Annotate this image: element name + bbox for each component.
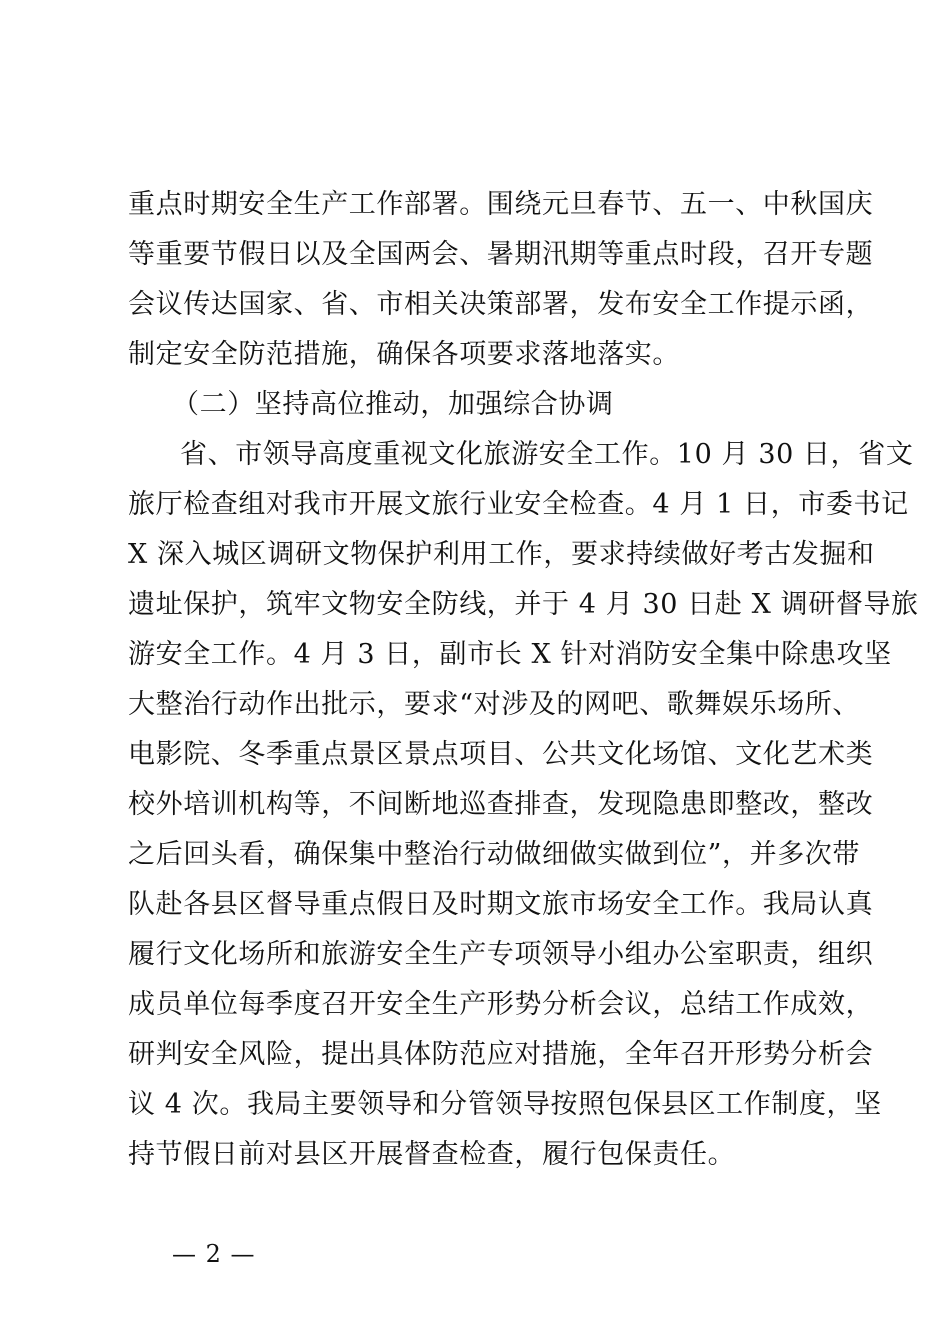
paragraph-2-line: 旅厅检查组对我市开展文旅行业安全检查。4 月 1 日，市委书记 — [128, 489, 909, 520]
paragraph-1-line: 等重要节假日以及全国两会、暑期汛期等重点时段，召开专题 — [128, 239, 874, 270]
paragraph-2-line: 研判安全风险，提出具体防范应对措施，全年召开形势分析会 — [128, 1039, 874, 1070]
page-number: — 2 — — [172, 1240, 256, 1268]
paragraph-2-line: 议 4 次。我局主要领导和分管领导按照包保县区工作制度，坚 — [128, 1089, 882, 1120]
paragraph-2-line: 校外培训机构等，不间断地巡查排查，发现隐患即整改，整改 — [128, 789, 874, 820]
paragraph-1-line: 制定安全防范措施，确保各项要求落地落实。 — [128, 339, 680, 370]
paragraph-1-line: 会议传达国家、省、市相关决策部署，发布安全工作提示函， — [128, 289, 874, 320]
paragraph-2-line: 游安全工作。4 月 3 日，副市长 X 针对消防安全集中除患攻坚 — [128, 639, 892, 670]
section-heading: （二）坚持高位推动，加强综合协调 — [172, 389, 614, 420]
paragraph-2-line: 持节假日前对县区开展督查检查，履行包保责任。 — [128, 1139, 736, 1170]
paragraph-1-line: 重点时期安全生产工作部署。围绕元旦春节、五一、中秋国庆 — [128, 189, 874, 220]
paragraph-2-line: 之后回头看，确保集中整治行动做细做实做到位”，并多次带 — [128, 839, 861, 870]
paragraph-2-line: X 深入城区调研文物保护利用工作，要求持续做好考古发掘和 — [128, 539, 875, 570]
paragraph-2-line: 电影院、冬季重点景区景点项目、公共文化场馆、文化艺术类 — [128, 739, 874, 770]
paragraph-2-line: 履行文化场所和旅游安全生产专项领导小组办公室职责，组织 — [128, 939, 874, 970]
paragraph-2-line: 遗址保护，筑牢文物安全防线，并于 4 月 30 日赴 X 调研督导旅 — [128, 589, 919, 620]
paragraph-2-line: 省、市领导高度重视文化旅游安全工作。10 月 30 日，省文 — [180, 439, 914, 470]
paragraph-2-line: 队赴各县区督导重点假日及时期文旅市场安全工作。我局认真 — [128, 889, 874, 920]
paragraph-2-line: 大整治行动作出批示，要求“对涉及的网吧、歌舞娱乐场所、 — [128, 689, 861, 720]
paragraph-2-line: 成员单位每季度召开安全生产形势分析会议，总结工作成效， — [128, 989, 874, 1020]
